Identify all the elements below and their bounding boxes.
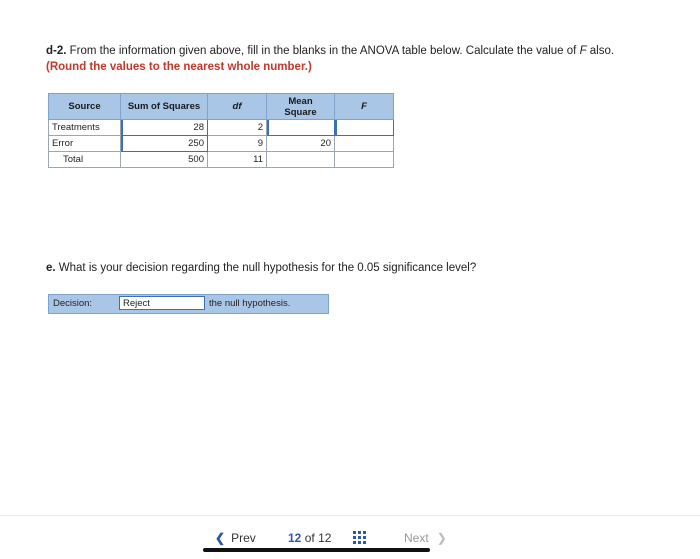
rounding-note: (Round the values to the nearest whole number.) (46, 61, 312, 73)
error-f (335, 136, 394, 152)
nav-divider (0, 515, 700, 516)
chevron-left-icon: ❮ (215, 531, 226, 545)
source-treatments: Treatments (49, 120, 121, 136)
error-ss-input[interactable]: 250 (121, 136, 208, 152)
question-e-text: What is your decision regarding the null hypothesis for the 0.05 significance level? (55, 262, 477, 274)
decision-label: Decision: (53, 298, 93, 309)
next-label: Next (404, 531, 429, 545)
question-d2-text-after: also. (586, 45, 615, 57)
treatments-ms-input[interactable] (267, 120, 335, 136)
table-row (49, 136, 394, 152)
total-ss: 500 (121, 152, 208, 168)
header-sum-of-squares: Sum of Squares (121, 94, 208, 120)
page-indicator (288, 531, 331, 545)
header-ms-line1: Mean (288, 95, 313, 107)
header-df: df (208, 94, 267, 120)
grid-icon[interactable] (353, 531, 366, 544)
total-df: 11 (208, 152, 267, 168)
prev-button[interactable] (215, 531, 256, 545)
question-d2 (46, 45, 614, 57)
treatments-f-input[interactable] (335, 120, 394, 136)
decision-suffix: the null hypothesis. (209, 298, 291, 309)
treatments-df: 2 (208, 120, 267, 136)
home-indicator (203, 548, 430, 552)
header-source: Source (49, 94, 121, 120)
decision-row (48, 294, 329, 314)
question-d2-var: F (579, 45, 587, 57)
anova-header-row (49, 94, 394, 120)
prev-label: Prev (231, 531, 256, 545)
header-ms-line2: Square (284, 106, 317, 118)
question-d2-number: d-2. (46, 45, 67, 57)
decision-select[interactable]: Reject (119, 296, 205, 310)
question-e-label: e. (46, 262, 56, 274)
table-row (49, 152, 394, 168)
question-d2-text-before: From the information given above, fill in the blanks in the ANOVA table below. Calculate the value of (66, 45, 580, 57)
anova-table (48, 93, 394, 168)
total-ms (267, 152, 335, 168)
header-f: F (335, 94, 394, 120)
chevron-right-icon: ❯ (436, 531, 447, 545)
current-page: 12 (288, 531, 302, 545)
error-df: 9 (208, 136, 267, 152)
table-row (49, 120, 394, 136)
page-navigation (0, 530, 700, 550)
treatments-ss-input[interactable]: 28 (121, 120, 208, 136)
source-error: Error (49, 136, 121, 152)
error-ms: 20 (267, 136, 335, 152)
total-pages: 12 (318, 531, 332, 545)
header-mean-square (267, 94, 335, 120)
source-total: Total (49, 152, 121, 168)
total-f (335, 152, 394, 168)
next-button[interactable] (404, 531, 447, 545)
question-e (46, 262, 476, 274)
page-of: of (304, 531, 315, 545)
